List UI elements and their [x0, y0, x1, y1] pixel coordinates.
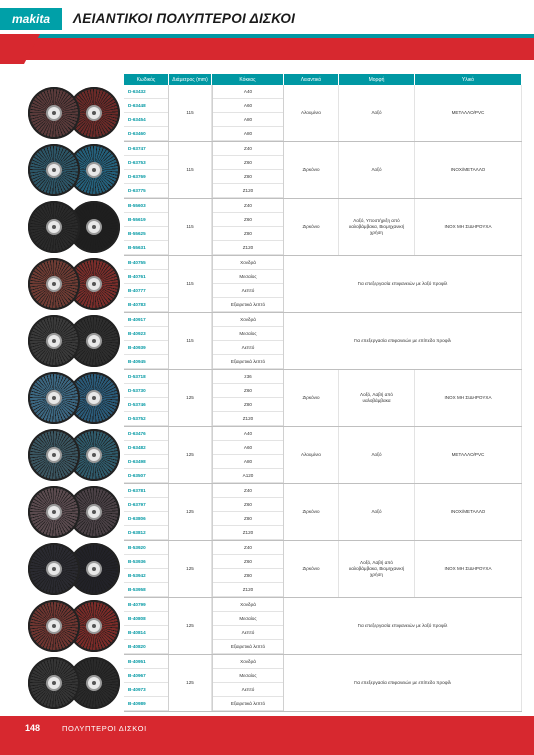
grit-value: Z80 — [213, 512, 283, 526]
diameter-value: 125 — [169, 541, 212, 597]
diameter-value: 115 — [169, 256, 212, 312]
code-column — [124, 370, 169, 426]
grit-value: Z120 — [213, 184, 283, 198]
abrasive-value: Ζιρκόνιο — [284, 370, 339, 426]
grit-value: Z60 — [213, 555, 283, 569]
grit-value: Μεσαίος — [213, 270, 283, 284]
grit-value: Λεπτό — [213, 341, 283, 355]
product-code: D-63498 — [124, 455, 168, 469]
product-code: D-63769 — [124, 170, 168, 184]
product-group — [124, 484, 522, 541]
product-code: D-63454 — [124, 113, 168, 127]
grit-value: Μεσαίος — [213, 669, 283, 683]
product-code: B-40951 — [124, 655, 168, 669]
flap-disc-front-image — [28, 657, 80, 709]
grit-value: A40 — [213, 85, 283, 99]
code-column — [124, 199, 169, 255]
disc-hub — [86, 675, 102, 691]
product-code: B-40973 — [124, 683, 168, 697]
product-code: D-53730 — [124, 384, 168, 398]
disc-image-pair — [28, 656, 124, 710]
product-code: B-40939 — [124, 341, 168, 355]
grit-value: Λεπτό — [213, 626, 283, 640]
material-value: INOX ΜΗ ΣΙΔΗΡΟΥΧΑ — [415, 199, 522, 255]
disc-image-pair — [28, 314, 124, 368]
product-code: D-53746 — [124, 398, 168, 412]
product-code: B-40989 — [124, 697, 168, 711]
material-value: INOX/ΜΕΤΑΛΛΟ — [415, 484, 522, 540]
disc-image-pair — [28, 200, 124, 254]
grit-value: Z40 — [213, 541, 283, 555]
disc-image-pair — [28, 86, 124, 140]
header-material: Υλικό — [415, 74, 522, 85]
flap-disc-front-image — [28, 87, 80, 139]
grit-value: Z60 — [213, 213, 283, 227]
product-code: D-63806 — [124, 512, 168, 526]
application-description: Για επεξεργασία επιφανειών με λοξό προφίλ — [284, 598, 522, 654]
grit-value: A60 — [213, 99, 283, 113]
product-code: D-63775 — [124, 184, 168, 198]
code-column — [124, 256, 169, 312]
product-group — [124, 655, 522, 712]
abrasive-value: Αλουμίνιο — [284, 85, 339, 141]
product-code: D-63476 — [124, 427, 168, 441]
disc-hub — [86, 561, 102, 577]
application-description: Για επεξεργασία επιφανειών με λοξό προφίλ — [284, 256, 522, 312]
diameter-value: 115 — [169, 142, 212, 198]
diameter-value: 125 — [169, 655, 212, 711]
grit-value: Z60 — [213, 498, 283, 512]
product-code: B-40777 — [124, 284, 168, 298]
grit-value: Εξαιρετικά λεπτό — [213, 640, 283, 654]
grit-value: Z120 — [213, 583, 283, 597]
grit-value: A40 — [213, 427, 283, 441]
shape-value: Λοξό, Λαβή από υαλοβάμβακα, Βιομηχανική χρήση — [339, 541, 415, 597]
disc-image-pair — [28, 257, 124, 311]
disc-hub — [46, 219, 62, 235]
flap-disc-front-image — [28, 486, 80, 538]
shape-value: Λοξό — [339, 85, 415, 141]
shape-value: Λοξό, Υποστήριξη από υαλοβάμβακα, Βιομηχανική χρήση — [339, 199, 415, 255]
flap-disc-front-image — [28, 372, 80, 424]
disc-hub — [46, 333, 62, 349]
abrasive-value: Ζιρκόνιο — [284, 484, 339, 540]
grit-value: A60 — [213, 441, 283, 455]
diameter-value: 125 — [169, 484, 212, 540]
product-group — [124, 142, 522, 199]
disc-hub — [86, 447, 102, 463]
product-code: B-53920 — [124, 541, 168, 555]
grit-value: Z60 — [213, 156, 283, 170]
disc-image-pair — [28, 542, 124, 596]
product-group — [124, 256, 522, 313]
diameter-value: 115 — [169, 199, 212, 255]
code-column — [124, 142, 169, 198]
header-grit: Κόκκος — [212, 74, 284, 85]
disc-hub — [46, 504, 62, 520]
product-code: B-40783 — [124, 298, 168, 312]
grit-value: A80 — [213, 127, 283, 141]
page-number: 148 — [25, 723, 41, 733]
product-code: D-53752 — [124, 412, 168, 426]
grit-value: Μεσαίος — [213, 612, 283, 626]
disc-hub — [86, 618, 102, 634]
code-column — [124, 85, 169, 141]
product-code: B-55625 — [124, 227, 168, 241]
diameter-value: 125 — [169, 370, 212, 426]
material-value: ΜΕΤΑΛΛΟ/PVC — [415, 427, 522, 483]
grit-value: z36 — [213, 370, 283, 384]
product-code: B-40761 — [124, 270, 168, 284]
abrasive-value: Ζιρκόνιο — [284, 142, 339, 198]
grit-value: Εξαιρετικά λεπτό — [213, 355, 283, 369]
disc-hub — [46, 276, 62, 292]
product-code: D-63781 — [124, 484, 168, 498]
product-code: B-40923 — [124, 327, 168, 341]
product-code: B-53958 — [124, 583, 168, 597]
grit-column — [212, 598, 284, 654]
grit-value: A80 — [213, 113, 283, 127]
flap-disc-front-image — [28, 258, 80, 310]
code-column — [124, 598, 169, 654]
disc-hub — [46, 675, 62, 691]
grit-value: Εξαιρετικά λεπτό — [213, 697, 283, 711]
product-code: B-55631 — [124, 241, 168, 255]
disc-image-pair — [28, 371, 124, 425]
disc-hub — [46, 561, 62, 577]
code-column — [124, 655, 169, 711]
grit-value: Z80 — [213, 170, 283, 184]
grit-column — [212, 313, 284, 369]
grit-value: Εξαιρετικά λεπτό — [213, 298, 283, 312]
grit-column — [212, 85, 284, 141]
grit-column — [212, 541, 284, 597]
footer-title: ΠΟΛΥΠΤΕΡΟΙ ΔΙΣΚΟΙ — [62, 724, 147, 733]
disc-image-pair — [28, 599, 124, 653]
grit-value: A80 — [213, 455, 283, 469]
table-header — [124, 74, 522, 85]
header-code: Κωδικός — [124, 74, 169, 85]
disc-hub — [86, 504, 102, 520]
product-code: D-63753 — [124, 156, 168, 170]
disc-image-pair — [28, 485, 124, 539]
product-code: B-40967 — [124, 669, 168, 683]
disc-hub — [86, 105, 102, 121]
grit-value: Z40 — [213, 484, 283, 498]
product-group — [124, 541, 522, 598]
grit-value: Χονδρά — [213, 256, 283, 270]
flap-disc-front-image — [28, 429, 80, 481]
product-code: B-40808 — [124, 612, 168, 626]
product-code: D-63507 — [124, 469, 168, 483]
grit-value: A120 — [213, 469, 283, 483]
product-group — [124, 370, 522, 427]
flap-disc-front-image — [28, 201, 80, 253]
grit-value: Λεπτό — [213, 683, 283, 697]
product-code: B-53936 — [124, 555, 168, 569]
grit-value: Z40 — [213, 199, 283, 213]
code-column — [124, 484, 169, 540]
code-column — [124, 427, 169, 483]
application-description: Για επεξεργασία επιφανειών με επίπεδο προφίλ — [284, 655, 522, 711]
disc-hub — [46, 390, 62, 406]
grit-value: Z60 — [213, 384, 283, 398]
shape-value: Λοξό — [339, 142, 415, 198]
grit-value: Z80 — [213, 569, 283, 583]
product-code: B-40799 — [124, 598, 168, 612]
grit-column — [212, 370, 284, 426]
shape-value: Λοξό, Λαβή από υαλοβάμβακα — [339, 370, 415, 426]
disc-image-pair — [28, 143, 124, 197]
product-code: D-53718 — [124, 370, 168, 384]
grit-value: Z120 — [213, 412, 283, 426]
abrasive-value: Αλουμίνιο — [284, 427, 339, 483]
flap-disc-front-image — [28, 144, 80, 196]
abrasive-value: Ζιρκόνιο — [284, 541, 339, 597]
disc-hub — [86, 162, 102, 178]
disc-hub — [46, 105, 62, 121]
grit-column — [212, 142, 284, 198]
product-code: B-53942 — [124, 569, 168, 583]
disc-hub — [86, 276, 102, 292]
product-code: B-40917 — [124, 313, 168, 327]
grit-value: Z40 — [213, 142, 283, 156]
diameter-value: 115 — [169, 313, 212, 369]
shape-value: Λοξό — [339, 427, 415, 483]
footer — [0, 716, 534, 755]
disc-hub — [46, 447, 62, 463]
product-code: B-40945 — [124, 355, 168, 369]
material-value: INOX/ΜΕΤΑΛΛΟ — [415, 142, 522, 198]
grit-value: Z80 — [213, 398, 283, 412]
diameter-value: 125 — [169, 427, 212, 483]
header-diameter: Διάμετρος (mm) — [169, 74, 212, 85]
grit-value: Χονδρά — [213, 655, 283, 669]
disc-hub — [46, 162, 62, 178]
table-body — [124, 85, 522, 712]
diameter-value: 115 — [169, 85, 212, 141]
shape-value: Λοξό — [339, 484, 415, 540]
application-description: Για επεξεργασία επιφανειών με επίπεδο προφίλ — [284, 313, 522, 369]
grit-column — [212, 427, 284, 483]
flap-disc-front-image — [28, 543, 80, 595]
grit-value: Z120 — [213, 526, 283, 540]
code-column — [124, 313, 169, 369]
grit-value: Λεπτό — [213, 284, 283, 298]
product-code: B-55603 — [124, 199, 168, 213]
disc-hub — [86, 390, 102, 406]
header-abrasive: Λειαντικό — [284, 74, 339, 85]
disc-image-pair — [28, 428, 124, 482]
grit-value: Χονδρά — [213, 313, 283, 327]
grit-value: Μεσαίος — [213, 327, 283, 341]
product-code: B-55619 — [124, 213, 168, 227]
flap-disc-front-image — [28, 600, 80, 652]
flap-disc-front-image — [28, 315, 80, 367]
product-code: D-63432 — [124, 85, 168, 99]
product-group — [124, 85, 522, 142]
product-code: B-40814 — [124, 626, 168, 640]
header-red-band — [0, 38, 534, 60]
makita-logo: makita — [0, 8, 62, 30]
product-code: D-63448 — [124, 99, 168, 113]
product-group — [124, 427, 522, 484]
product-code: B-40755 — [124, 256, 168, 270]
diameter-value: 125 — [169, 598, 212, 654]
material-value: ΜΕΤΑΛΛΟ/PVC — [415, 85, 522, 141]
product-code: D-63482 — [124, 441, 168, 455]
disc-hub — [46, 618, 62, 634]
product-code: D-63460 — [124, 127, 168, 141]
disc-hub — [86, 219, 102, 235]
page-title: ΛΕΙΑΝΤΙΚΟΙ ΠΟΛΥΠΤΕΡΟΙ ΔΙΣΚΟΙ — [73, 11, 296, 26]
product-code: D-63797 — [124, 498, 168, 512]
product-code: D-63812 — [124, 526, 168, 540]
code-column — [124, 541, 169, 597]
material-value: INOX ΜΗ ΣΙΔΗΡΟΥΧΑ — [415, 370, 522, 426]
product-code: B-40820 — [124, 640, 168, 654]
grit-value: Z80 — [213, 227, 283, 241]
grit-value: Χονδρά — [213, 598, 283, 612]
grit-column — [212, 256, 284, 312]
disc-hub — [86, 333, 102, 349]
header — [0, 0, 534, 38]
product-group — [124, 598, 522, 655]
product-group — [124, 313, 522, 370]
product-table — [124, 74, 522, 712]
grit-value: Z120 — [213, 241, 283, 255]
grit-column — [212, 199, 284, 255]
grit-column — [212, 655, 284, 711]
footer-red-bottom — [0, 742, 534, 755]
product-group — [124, 199, 522, 256]
material-value: INOX ΜΗ ΣΙΔΗΡΟΥΧΑ — [415, 541, 522, 597]
product-code: D-63747 — [124, 142, 168, 156]
header-shape: Μορφή — [339, 74, 415, 85]
abrasive-value: Ζιρκόνιο — [284, 199, 339, 255]
grit-column — [212, 484, 284, 540]
